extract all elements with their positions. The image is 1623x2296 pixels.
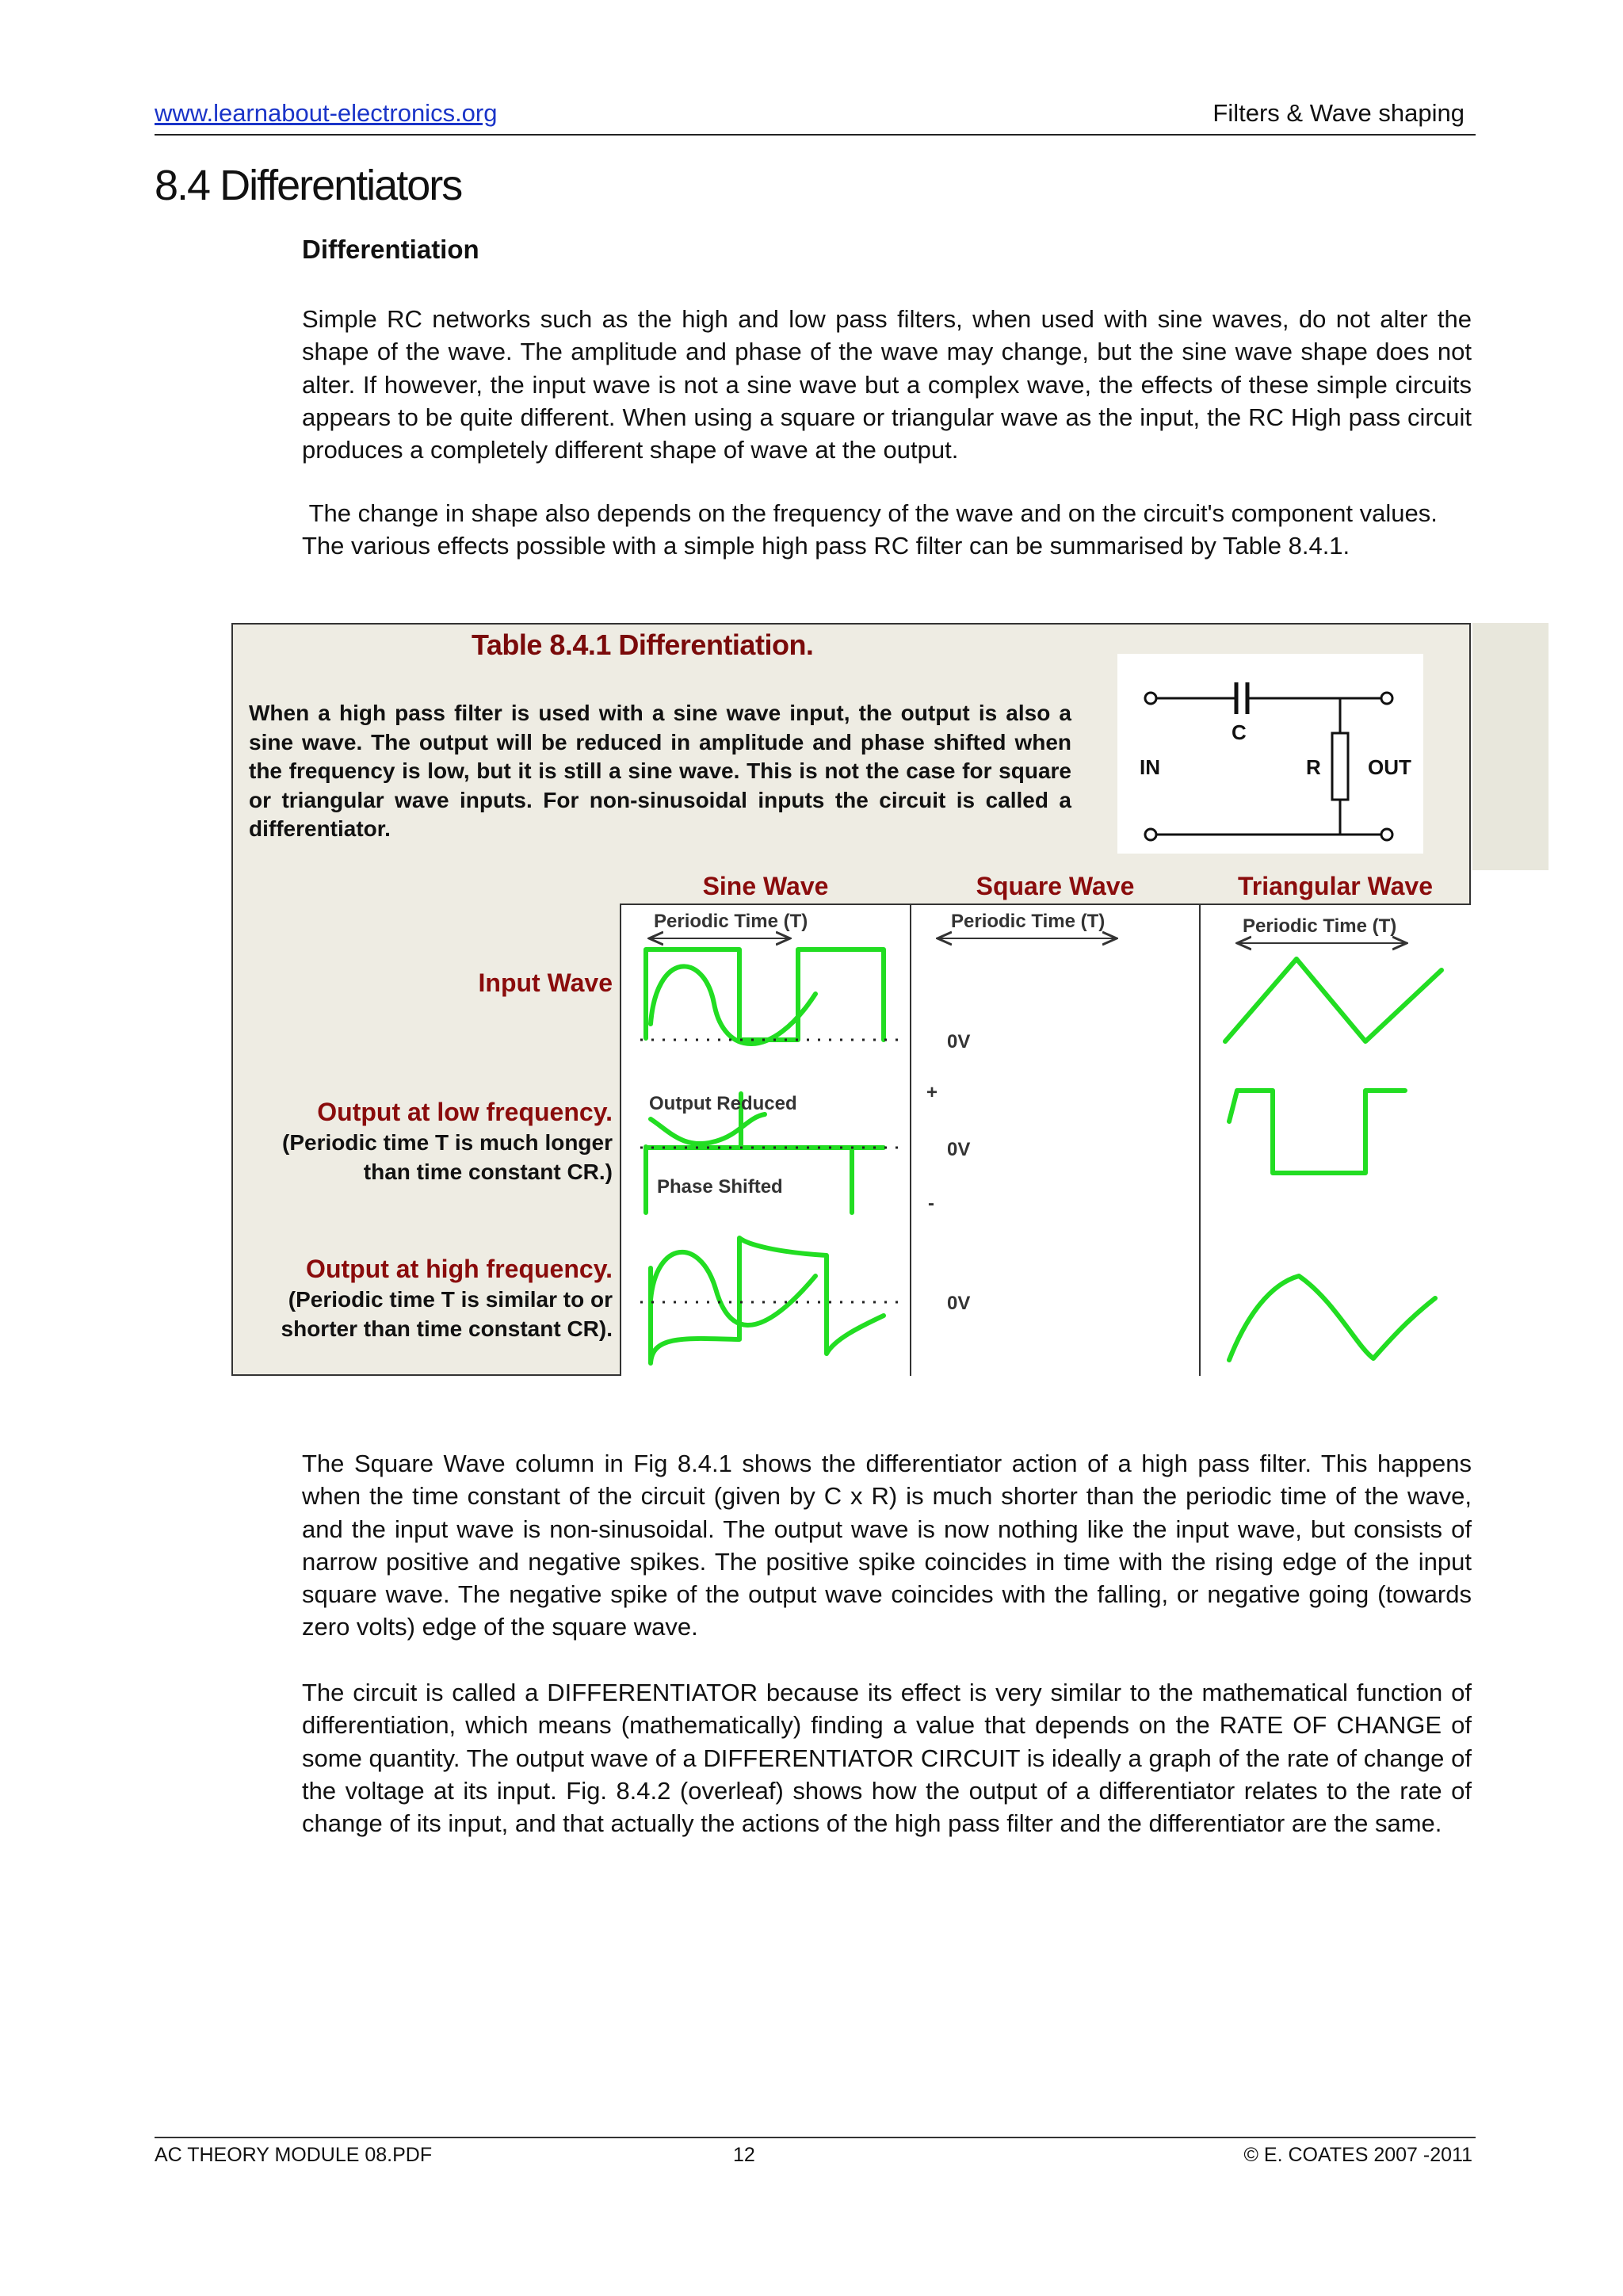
zero-volt-label-row3: 0V	[947, 1293, 971, 1314]
intro-paragraph-2: The change in shape also depends on the frequency of the wave and on the circuit's component values. The various effects possible with a simple high pass RC filter can be summarised by Table 8.4.1.	[302, 499, 1444, 560]
column-header-sine: Sine Wave	[702, 872, 829, 900]
sine-output-low	[651, 1114, 765, 1144]
square-input-wave	[646, 949, 884, 1040]
rc-high-pass-schematic	[1117, 654, 1423, 854]
waveforms-svg	[621, 904, 1471, 1376]
triangular-input-wave	[1225, 959, 1442, 1041]
triangular-output-low	[1229, 1091, 1405, 1173]
schematic-label-out: OUT	[1368, 755, 1411, 779]
body-paragraph-1: The Square Wave column in Fig 8.4.1 shows the differentiator action of a high pass filter. This happens when the time constant of the circuit (given by C x R) is much shorter than the periodic time of the wave, and the input wave is non-sinusoidal. The output wave is now nothing like the input wave, but consists of narrow positive and negative spikes. The positive spike coincides in time with the rising edge of the input square wave. The negative spike of the output wave coincides with the falling, or negative going (towards zero volts) edge of the square wave.	[302, 1450, 1472, 1641]
row-label-low-frequency: Output at low frequency.	[317, 1098, 613, 1126]
zero-volt-label-row1: 0V	[947, 1031, 971, 1052]
footer-rule	[155, 2137, 1476, 2138]
intro-paragraph-1: Simple RC networks such as the high and low pass filters, when used with sine waves, do not alter the shape of the wave. The amplitude and phase of the wave may change, but the sine wave shape does not alter. If however, the input wave is not a sine wave but a complex wave, the effects of these simple circuits appears to be quite different. When using a square or triangular wave as the input, the RC High pass circuit produces a completely different shape of wave at the output.	[302, 305, 1472, 464]
header-rule	[155, 134, 1476, 136]
square-output-high	[651, 1238, 884, 1363]
side-strip	[1472, 623, 1549, 870]
column-header-square: Square Wave	[976, 872, 1135, 900]
header-website-link[interactable]: www.learnabout-electronics.org	[155, 99, 498, 127]
periodic-time-label-square: Periodic Time (T)	[951, 911, 1106, 932]
zero-volt-label-row2: 0V	[947, 1139, 971, 1160]
triangular-output-high	[1229, 1276, 1435, 1360]
row-sub-high-2: shorter than time constant CR).	[281, 1316, 613, 1341]
plus-label: +	[926, 1082, 938, 1103]
sine-input-wave	[651, 966, 815, 1044]
periodic-time-label-triangular: Periodic Time (T)	[1243, 915, 1397, 937]
footer-page-number: 12	[733, 2144, 755, 2166]
sine-output-high	[651, 1252, 815, 1325]
row-sub-low-1: (Periodic time T is much longer	[282, 1130, 613, 1155]
schematic-label-r: R	[1306, 755, 1321, 779]
schematic-label-c: C	[1232, 720, 1247, 744]
table-description: When a high pass filter is used with a sine wave input, the output is also a sine wave. The output will be reduced in amplitude and phase shifted when the frequency is low, but it is still a sine wave. This is not the case for square or triangular wave inputs. For non-sinusoidal inputs the circuit is called a differentiator.	[249, 701, 1071, 841]
footer-left: AC THEORY MODULE 08.PDF	[155, 2144, 433, 2166]
row-sub-high-1: (Periodic time T is similar to or	[288, 1287, 613, 1312]
column-header-triangular: Triangular Wave	[1238, 872, 1433, 900]
footer-copyright: © E. COATES 2007 -2011	[1243, 2144, 1472, 2166]
periodic-time-label-sine: Periodic Time (T)	[654, 911, 808, 932]
schematic-label-in: IN	[1140, 755, 1160, 779]
header-section-title: Filters & Wave shaping	[1212, 99, 1465, 127]
row-sub-low-2: than time constant CR.)	[363, 1159, 613, 1184]
row-label-high-frequency: Output at high frequency.	[306, 1255, 613, 1283]
row-label-input: Input Wave	[478, 968, 613, 997]
minus-label: -	[928, 1193, 934, 1214]
output-reduced-label: Output Reduced	[649, 1093, 797, 1114]
phase-shifted-label: Phase Shifted	[657, 1176, 783, 1198]
subheading: Differentiation	[302, 235, 479, 264]
body-paragraph-2: The circuit is called a DIFFERENTIATOR because its effect is very similar to the mathematical function of differentiation, which means (mathematically) finding a value that depends on the RATE OF CHANGE of some quantity. The output wave of a DIFFERENTIATOR CIRCUIT is ideally a graph of the rate of change of the voltage at its input. Fig. 8.4.2 (overleaf) shows how the output of a differentiator relates to the rate of change of its input, and that actually the actions of the high pass filter and the differentiator are the same.	[302, 1679, 1472, 1838]
page-title: 8.4 Differentiators	[155, 162, 462, 209]
table-title: Table 8.4.1 Differentiation.	[472, 628, 814, 661]
